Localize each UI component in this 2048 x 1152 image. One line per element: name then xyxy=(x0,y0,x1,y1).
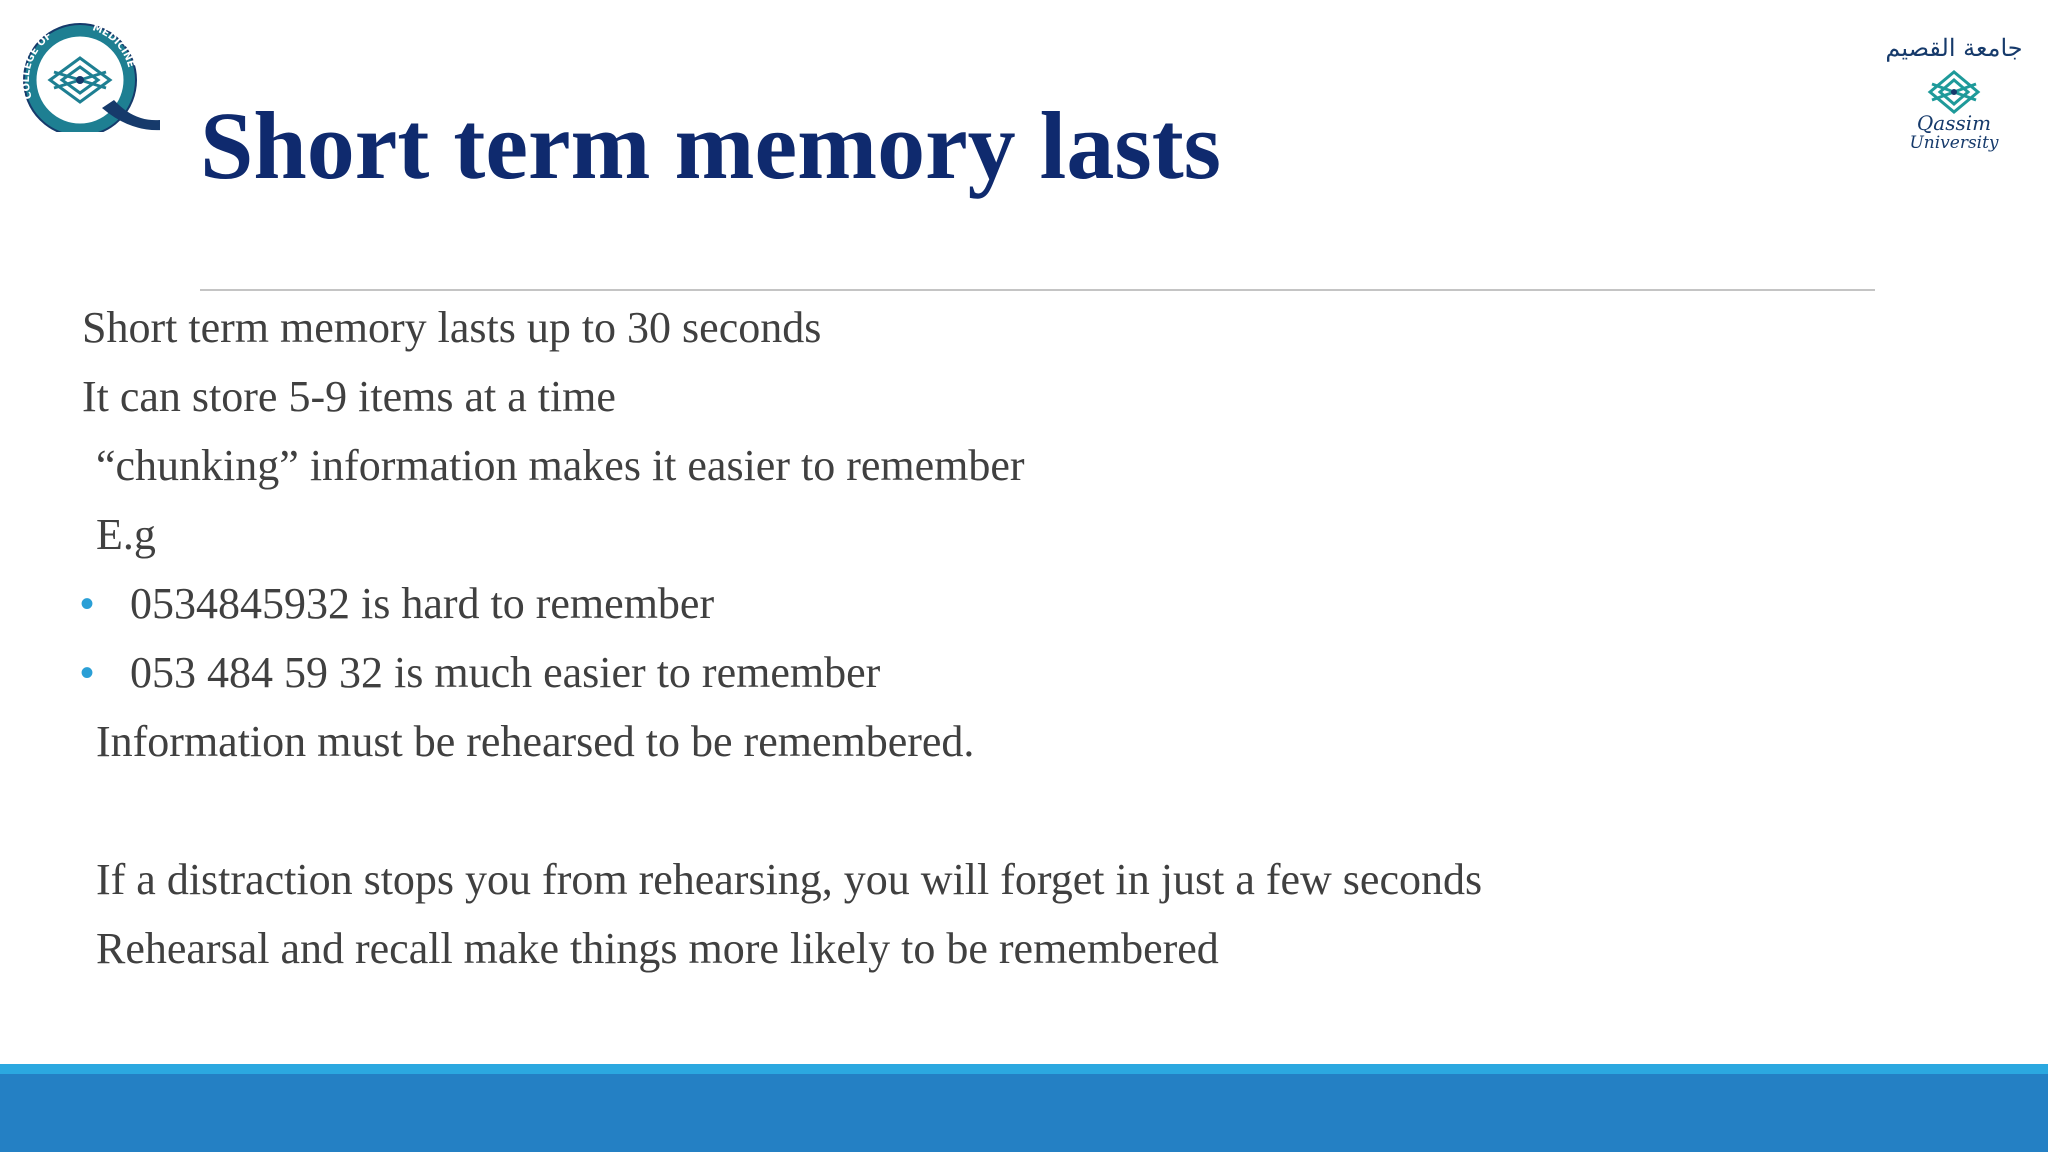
bullet-item: 0534845932 is hard to remember xyxy=(130,579,715,628)
svg-text:MEDICINE: MEDICINE xyxy=(90,22,137,69)
bullet-icon: • xyxy=(80,651,95,695)
body-line: Information must be rehearsed to be remembered. xyxy=(96,717,975,766)
body-line: It can store 5-9 items at a time xyxy=(82,372,616,421)
body-line: Rehearsal and recall make things more likely to be remembered xyxy=(96,924,1219,973)
body-line: If a distraction stops you from rehearsing, you will forget in just a few seconds xyxy=(96,855,1483,904)
university-name-line1: Qassim xyxy=(1916,111,1992,135)
university-arabic-name: جامعة القصيم xyxy=(1885,34,2023,62)
body-line: E.g xyxy=(96,510,156,559)
bullet-item: 053 484 59 32 is much easier to remember xyxy=(130,648,881,697)
footer-accent-line xyxy=(0,1064,2048,1074)
footer-bar xyxy=(0,1074,2048,1152)
svg-text:COLLEGE OF: COLLEGE OF xyxy=(20,30,55,101)
slide-title: Short term memory lasts xyxy=(200,92,1222,199)
body-line: Short term memory lasts up to 30 seconds xyxy=(82,303,822,352)
bullet-icon: • xyxy=(80,582,95,626)
body-line: “chunking” information makes it easier to remember xyxy=(96,441,1025,490)
university-name-line2: University xyxy=(1909,133,1999,153)
